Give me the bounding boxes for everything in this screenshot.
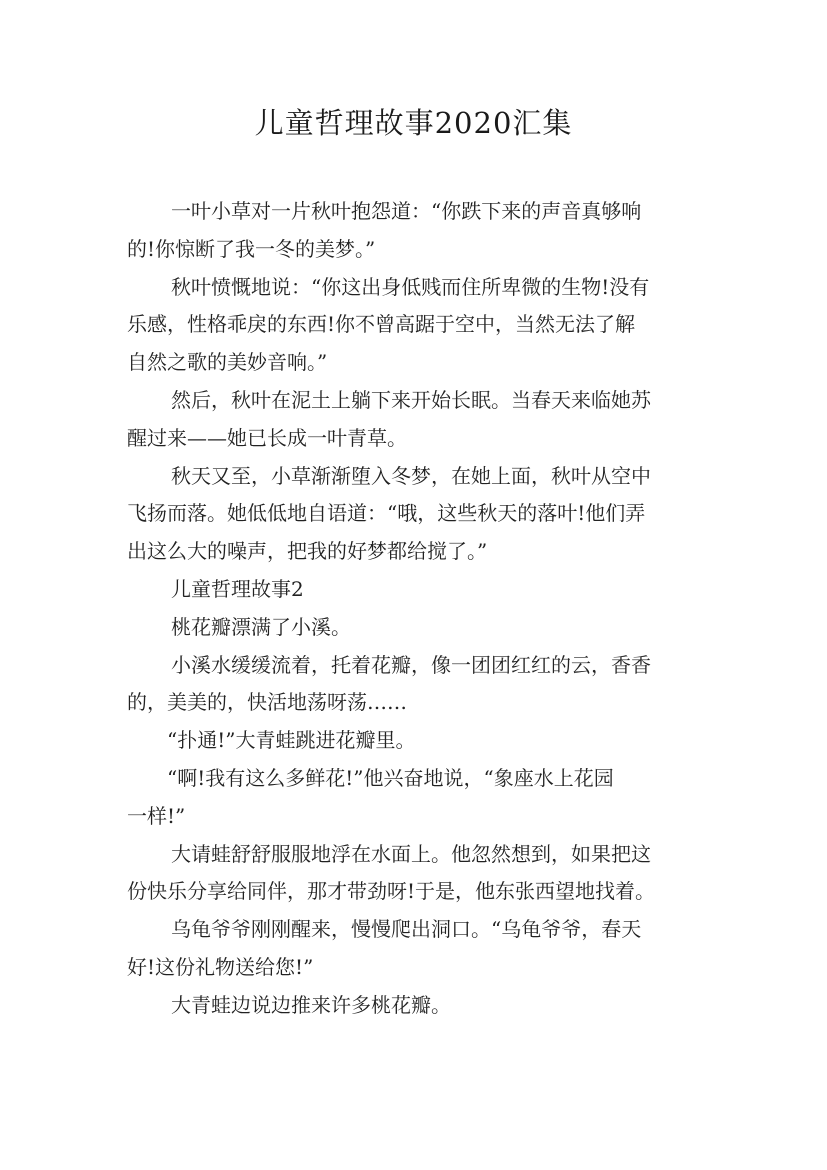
- paragraph: [127, 571, 717, 609]
- paragraph-line: 大请蛙舒舒服服地浮在水面上。他忽然想到，如果把这: [171, 841, 651, 866]
- paragraph-line: 醒过来——她已长成一叶青草。: [127, 425, 407, 450]
- paragraph-line: 份快乐分享给同伴，那才带劲呀!于是，他东张西望地找着。: [127, 879, 656, 904]
- paragraph-line: 桃花瓣漂满了小溪。: [171, 614, 351, 639]
- paragraph-line: 的!你惊断了我一冬的美梦。”: [127, 236, 376, 261]
- paragraph-line: 的，美美的，快活地荡呀荡……: [127, 690, 407, 715]
- document-title: 儿童哲理故事2020汇集: [254, 106, 573, 140]
- paragraph-line: 出这么大的噪声，把我的好梦都给搅了。”: [127, 539, 488, 564]
- paragraph-line: 好!这份礼物送给您!”: [127, 954, 314, 979]
- paragraph-line: 秋叶愤慨地说：“你这出身低贱而住所卑微的生物!没有: [171, 274, 650, 299]
- paragraph: [127, 760, 717, 836]
- paragraph-line: “扑通!”大青蛙跳进花瓣里。: [167, 728, 416, 753]
- paragraph: [127, 193, 717, 269]
- paragraph: [127, 458, 717, 571]
- paragraph: [127, 836, 717, 912]
- paragraph-line: 一叶小草对一片秋叶抱怨道：“你跌下来的声音真够响: [171, 199, 642, 223]
- paragraph-line: 乌龟爷爷刚刚醒来，慢慢爬出洞口。“乌龟爷爷，春天: [171, 917, 642, 942]
- paragraph-line: 儿童哲理故事2: [171, 576, 304, 601]
- paragraph-line: 大青蛙边说边推来许多桃花瓣。: [171, 992, 451, 1017]
- paragraph-line: 一样!”: [127, 803, 186, 828]
- paragraph-line: 自然之歌的美妙音响。”: [127, 350, 328, 375]
- paragraph: [127, 609, 717, 647]
- paragraph: [127, 911, 717, 987]
- paragraph-line: 飞扬而落。她低低地自语道：“哦，这些秋天的落叶!他们弄: [127, 501, 646, 526]
- paragraph: [127, 382, 717, 458]
- paragraph-line: 乐感，性格乖戾的东西!你不曾高踞于空中，当然无法了解: [127, 312, 636, 337]
- paragraph-line: 然后，秋叶在泥土上躺下来开始长眠。当春天来临她苏: [171, 387, 651, 412]
- paragraph-line: 小溪水缓缓流着，托着花瓣，像一团团红红的云，香香: [171, 652, 651, 677]
- paragraph: [127, 269, 717, 382]
- paragraph-line: 秋天又至，小草渐渐堕入冬梦，在她上面，秋叶从空中: [171, 463, 651, 488]
- paragraph-line: “啊!我有这么多鲜花!”他兴奋地说，“象座水上花园: [167, 765, 614, 790]
- paragraph: [127, 647, 717, 723]
- paragraph: [127, 722, 717, 760]
- paragraph: [127, 987, 717, 1025]
- document-body: [127, 193, 717, 1025]
